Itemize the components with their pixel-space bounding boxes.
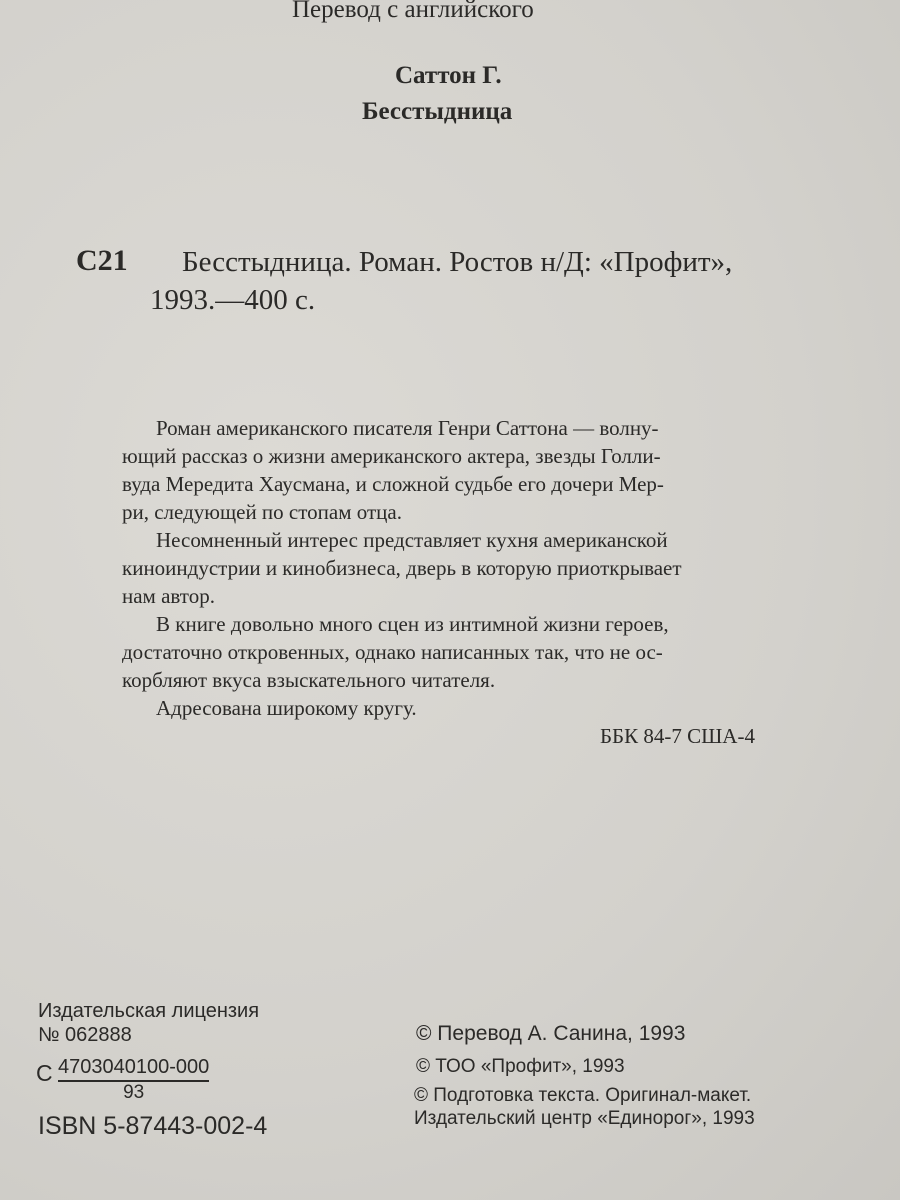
catalog-code: С21 (76, 244, 128, 277)
license-label: Издательская лицензия (38, 1000, 260, 1022)
annotation-line: достаточно откровенных, однако написанных так, что не ос- (122, 640, 663, 664)
translation-note: Перевод с английского (292, 0, 534, 23)
annotation-line: ющий рассказ о жизни американского актера, звезды Голли- (122, 444, 661, 468)
code-denominator: 93 (123, 1082, 145, 1103)
license-number: № 062888 (38, 1024, 132, 1046)
copyright-publisher: © ТОО «Профит», 1993 (416, 1056, 625, 1077)
annotation-line: нам автор. (122, 584, 215, 608)
bbk-code: ББК 84-7 США-4 (600, 724, 755, 748)
code-fraction (58, 1056, 209, 1104)
copyright-preparation-line-1: © Подготовка текста. Оригинал-макет. (414, 1085, 752, 1106)
annotation-line: Адресована широкому кругу. (156, 696, 417, 720)
annotation-line: В книге довольно много сцен из интимной жизни героев, (156, 612, 669, 636)
annotation-line: Несомненный интерес представляет кухня американской (156, 528, 668, 552)
copyright-preparation-line-2: Издательский центр «Единорог», 1993 (414, 1108, 755, 1129)
code-numerator: 4703040100-000 (58, 1056, 209, 1082)
annotation-line: Роман американского писателя Генри Саттона — волну- (156, 416, 659, 440)
annotation-line: вуда Мередита Хаусмана, и сложной судьбе его дочери Мер- (122, 472, 664, 496)
catalog-line-1: Бесстыдница. Роман. Ростов н/Д: «Профит», (182, 246, 733, 278)
annotation-line: ри, следующей по стопам отца. (122, 500, 402, 524)
book-title: Бесстыдница (362, 98, 513, 125)
annotation-line: корбляют вкуса взыскательного читателя. (122, 668, 496, 692)
catalog-line-2: 1993.—400 с. (150, 284, 316, 316)
isbn: ISBN 5-87443-002-4 (38, 1112, 268, 1140)
annotation-line: киноиндустрии и кинобизнеса, дверь в которую приоткрывает (122, 556, 682, 580)
book-author: Саттон Г. (395, 62, 502, 89)
copyright-translation: © Перевод А. Санина, 1993 (416, 1022, 686, 1045)
code-letter: С (36, 1060, 53, 1086)
